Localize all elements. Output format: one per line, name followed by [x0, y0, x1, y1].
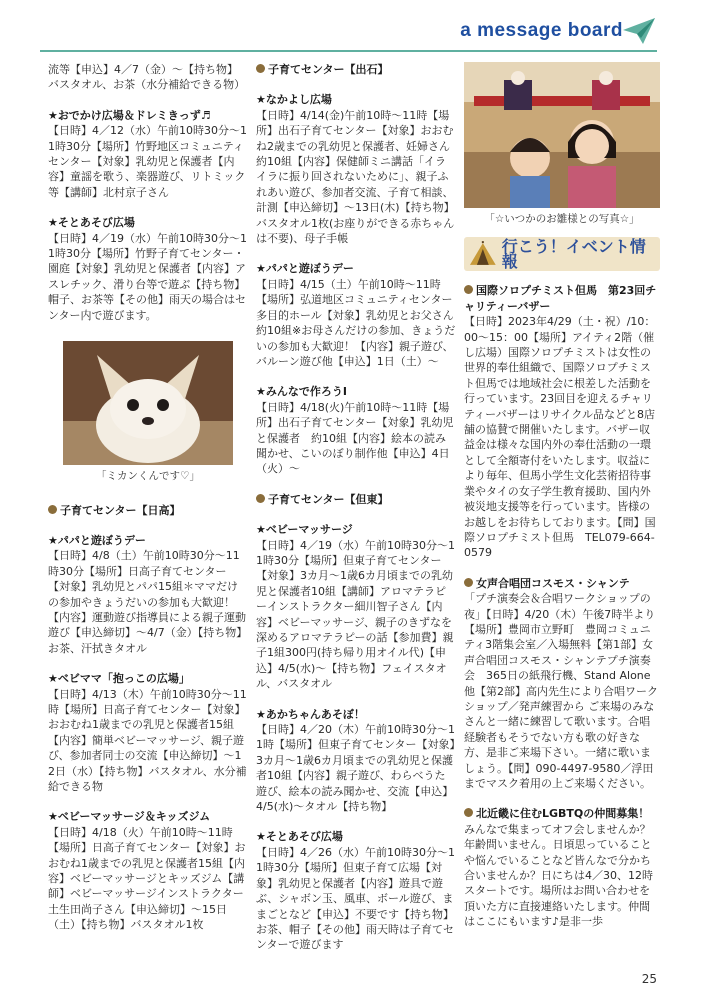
event-block: [256, 829, 456, 952]
bullet-icon: [464, 578, 473, 587]
event-title: ★ベビママ「抱っこの広場」: [48, 672, 190, 686]
event-block: [48, 215, 248, 323]
event-title: ★そとあそび広場: [48, 216, 135, 230]
event-title: ★みんなで作ろうⅠ: [256, 385, 347, 399]
event-block: [464, 806, 660, 929]
event-body: 「プチ演奏会＆合唱ワークショップの夜」【日時】4/20（木）午後7時半より【場所】豊岡市立野町 豊岡コミュニティ3階集会室／入場無料【第1部】女声合唱団コスモス・シャンテプチ演奏会 365日の紙飛行機、Stand Alone他【第2部】高内先生により合唱ワークショップ／発声練習から ご来場のみなさんと一緒に練習して歌います。合唱経験者もそうでない方も歌の好きな方、是非ご来場下さい。一緒に歌いましょう。【問】090-4497-9580／浮田までマスク着用の上ご来場ください。: [464, 592, 658, 790]
event-body: 【日時】4/8（土）午前10時30分～11時30分【場所】日高子育てセンター【対象】乳幼児とパパ15組＊ママだけの参加やきょうだいの参加も大歓迎！【内容】運動遊び指導員による親子運動遊び【申込締切】～4/7（金）【持ち物】お茶、汗拭きタオル: [48, 549, 248, 655]
event-body: 【日時】4/18(火)午前10時～11時【場所】出石子育てセンター【対象】乳幼児と保護者 約10組【内容】絵本の読み聞かせ、こいのぼり制作他【申込】4日（火）～: [256, 400, 454, 476]
bullet-icon: [256, 494, 265, 503]
event-block: [256, 261, 456, 369]
bullet-icon: [48, 505, 57, 514]
event-title: ★パパと遊ぼうデー: [48, 533, 146, 547]
header-rule: [40, 50, 657, 52]
intro-text: 流等【申込】4／7（金）～【持ち物】バスタオル、お茶（水分補給できる物）: [48, 63, 246, 92]
column-3: [464, 62, 660, 930]
event-body: 【日時】4/18（火）午前10時～11時【場所】日高子育てセンター【対象】おおむね1歳までの乳児と保護者15組【内容】ベビーマッサージとキッズジム【講師】ベビーマッサージインストラクター土生田尚子さん【申込締切】～15日（土）【持ち物】バスタオル1枚: [48, 825, 246, 932]
hina-doll-photo: [464, 62, 660, 208]
event-title: 女声合唱団コスモス・シャンテ: [464, 576, 660, 591]
event-title: 北近畿に住むLGBTQの仲間募集！: [464, 806, 660, 821]
event-body: みんなで集まってオフ会しませんか？年齢問いません。日頃思っていることや悩んでいることなど皆んなで分かち合いませんか？日にちは4／30、12時スタートです。場所はお問い合わせを頂いた方に直接連絡いたします。仲間はここにもいます♪是非一歩: [464, 822, 653, 929]
event-title: 国際ソロプチミスト但馬 第23回チャリティーバザー: [464, 284, 657, 313]
event-body: 【日時】2023年4/29（土・祝）/10：00～15：00【場所】アイティ2階（催し広場）国際ソロプチミストは女性の世界的奉仕組織で、国際ソロプチミスト但馬では地域社会に根差した活動を行っています。23回目を迎えるチャリティーバザーはリサイクル品などと8店舗の協賛で開催いたします。バザー収益金は様々な国内外の奉仕活動の一環として全額寄付をいたします。収益により毎年、但馬小学生文化芸術招待事業やタイの女子学生教育援助、国内外被災地支援等を行っています。皆様のお越しをお待ちしております。【問】国際ソロプチミスト但馬 TEL079-664-0579: [464, 315, 656, 560]
section-heading: 子育てセンター【出石】: [256, 62, 456, 77]
event-body: 【日時】4/15（土）午前10時～11時【場所】弘道地区コミュニティセンター多目的ホール【対象】乳幼児とお父さん約10組※お母さんだけの参加、きょうだいの参加も大歓迎！【内容】親子遊び、バルーン遊び他【申込】1日（土）～: [256, 277, 456, 368]
photo-caption: 「ミカンくんです♡」: [96, 470, 200, 483]
event-block: [48, 809, 248, 932]
column-1: [48, 62, 248, 933]
event-body: 【日時】4／26（水）午前10時30分～11時30分【場所】但東子育て広場【対象】乳幼児と保護者【内容】遊具で遊ぶ、シャボン玉、風車、ボール遊び、ままごとなど【申込】不要です【持ち物】お茶、帽子【その他】雨天時は子育てセンターで遊びます: [256, 845, 455, 952]
event-block: [464, 576, 660, 792]
event-title: ★パパと遊ぼうデー: [256, 262, 354, 276]
event-body: 【日時】4/13（木）午前10時30分～11時【場所】日高子育てセンター【対象】おおむね1歳までの乳児と保護者15組【内容】簡単ベビーマッサージ、親子遊び、参加者同士の交流【申込締切】～12日（水）【持ち物】バスタオル、水分補給できる物: [48, 687, 247, 793]
bullet-icon: [256, 64, 265, 73]
event-body: 【日時】4/14(金)午前10時～11時【場所】出石子育てセンター【対象】おおむね2歳までの乳幼児と保護者、妊婦さん約10組【内容】保健師ミニ講話「イライラに振り回されないために」、親子ふれあい遊び、参加者交流、子育て相談、計測【申込締切】～13日(木)【持ち物】バスタオル1枚(お座りができる赤ちゃんは不要)、母子手帳: [256, 108, 455, 246]
event-title: ★ベビーマッサージ: [256, 523, 353, 537]
banner-title: 行こう！イベント情報: [501, 237, 646, 272]
event-title: ★おでかけ広場＆ドレミきっず♬: [48, 108, 211, 122]
section-heading: 子育てセンター【日高】: [48, 503, 248, 518]
event-block: [48, 533, 248, 656]
event-block: [48, 108, 248, 200]
event-block: [48, 671, 248, 794]
event-block: [256, 522, 456, 691]
event-body: 【日時】4／20（木）午前10時30分～11時【場所】但東子育てセンター【対象】3カ月～1歳6カ月頃までの乳幼児と保護者10組【内容】親子遊び、わらべうた遊び、絵本の読み聞かせ、交流【申込】4/5(水)～タオル【持ち物】: [256, 723, 456, 814]
event-block: [464, 283, 660, 560]
event-title: ★ベビーマッサージ＆キッズジム: [48, 810, 211, 824]
photo-caption: 「☆いつかのお雛様との写真☆」: [484, 213, 640, 225]
event-body: 【日時】4／12（水）午前10時30分～11時30分【場所】竹野地区コミュニティセンター【対象】乳幼児と保護者【内容】童謡を歌う、楽器遊び、リトミック等【講師】北村京子さん: [48, 124, 247, 199]
section-heading: 子育てセンター【但東】: [256, 492, 456, 507]
bullet-icon: [464, 808, 473, 817]
column-2: [256, 62, 456, 953]
event-body: 【日時】4／19（水）午前10時30分～11時30分【場所】竹野子育てセンター・園庭【対象】乳幼児と保護者【内容】アスレチック、滑り台等で遊ぶ【持ち物】帽子、お茶等【その他】雨天の場合はセンター内で遊びます。: [48, 231, 247, 322]
header-title: a message board: [460, 20, 623, 41]
event-title: ★あかちゃんあそぼ！: [256, 707, 365, 721]
dog-photo: [63, 341, 233, 465]
event-title: ★そとあそび広場: [256, 830, 343, 844]
tent-icon: [468, 241, 498, 267]
event-info-banner: [464, 237, 660, 271]
event-body: 【日時】4／19（水）午前10時30分～11時30分【場所】但東子育てセンター【対象】3カ月～1歳6カ月頃までの乳幼児と保護者10組【講師】アロマテラピーインストラクター細川智子さん【内容】ベビーマッサージ、親子のきずなを深めるアロマテラピーの話【参加費】親子1組300円(持ち帰り用オイル代)【申込】4/5(水)～【持ち物】フェイスタオル、バスタオル: [256, 538, 455, 691]
event-block: [256, 707, 456, 815]
page-number: 25: [641, 972, 657, 986]
event-title: ★なかよし広場: [256, 93, 332, 107]
event-block: [256, 92, 456, 246]
event-block: [256, 384, 456, 476]
bullet-icon: [464, 285, 473, 294]
paper-plane-icon: [621, 16, 657, 46]
